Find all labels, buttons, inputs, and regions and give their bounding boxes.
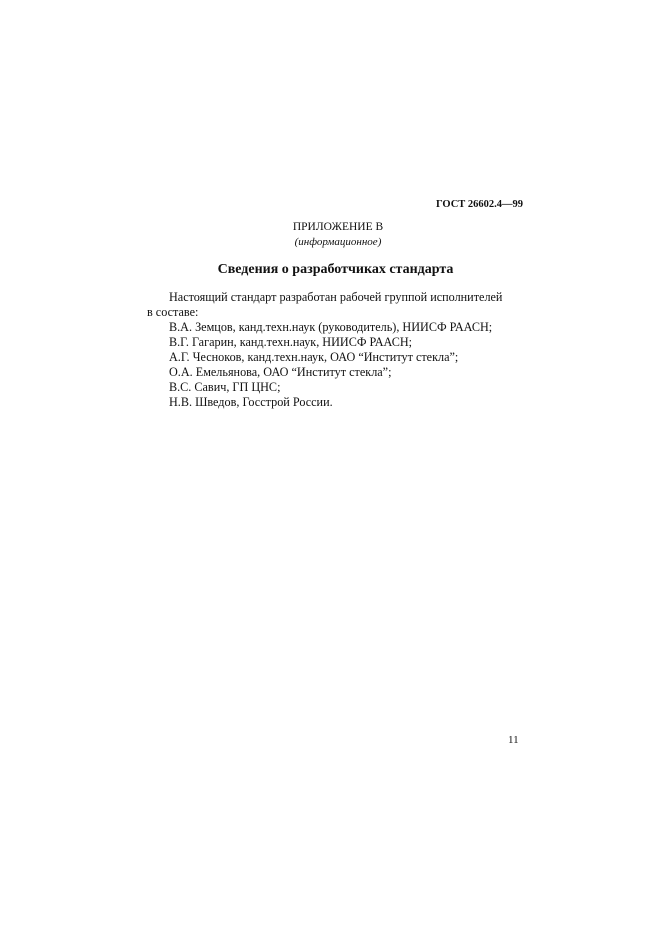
developer-entry: Н.В. Шведов, Госстрой России. — [169, 395, 333, 409]
developer-entry: В.С. Савич, ГП ЦНС; — [169, 380, 281, 394]
intro-line: в составе: — [147, 305, 199, 319]
appendix-subtitle: (информационное) — [294, 236, 382, 248]
developer-entry: О.А. Емельянова, ОАО “Институт стекла”; — [169, 365, 392, 379]
standard-code-header: ГОСТ 26602.4—99 — [436, 199, 524, 210]
developer-entry: А.Г. Чесноков, канд.техн.наук, ОАО “Институт стекла”; — [169, 350, 459, 364]
section-title: Сведения о разработчиках стандарта — [217, 262, 454, 277]
intro-line: Настоящий стандарт разработан рабочей группой исполнителей — [169, 290, 503, 304]
page-number: 11 — [508, 734, 519, 746]
developers-paragraph — [147, 290, 532, 410]
developer-entry: В.Г. Гагарин, канд.техн.наук, НИИСФ РААСН; — [169, 335, 413, 349]
appendix-title: ПРИЛОЖЕНИЕ В — [292, 221, 384, 233]
developer-entry: В.А. Земцов, канд.техн.наук (руководитель), НИИСФ РААСН; — [169, 320, 493, 334]
